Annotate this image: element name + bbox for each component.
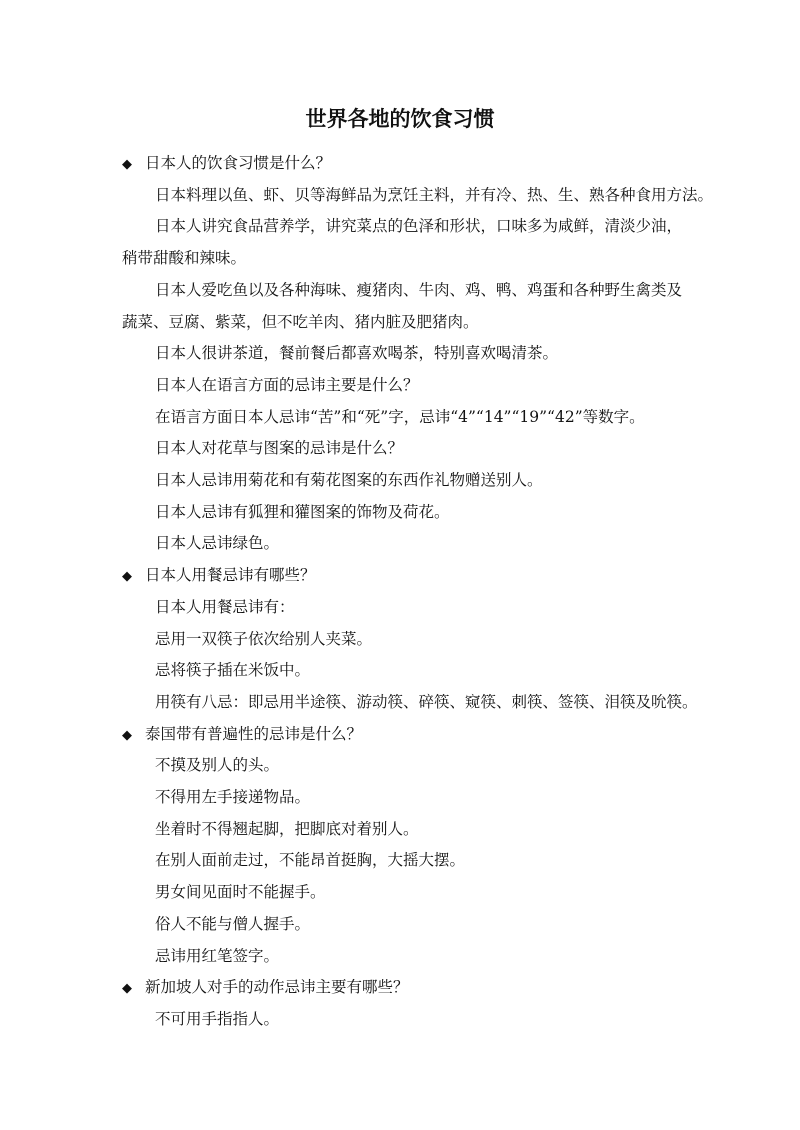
- paragraph-line: 日本人忌讳用菊花和有菊花图案的东西作礼物赠送别人。: [155, 471, 543, 489]
- paragraph-line: 日本人忌讳绿色。: [155, 534, 280, 553]
- paragraph-line: 日本人很讲茶道，餐前餐后都喜欢喝茶，特别喜欢喝清茶。: [155, 344, 559, 363]
- diamond-bullet-icon: ◆: [122, 727, 132, 743]
- paragraph-line: 日本人在语言方面的忌讳主要是什么？: [155, 375, 419, 394]
- paragraph-line: 男女间见面时不能握手。: [155, 883, 326, 902]
- paragraph-line: 在语言方面日本人忌讳“苦”和“死”字，忌讳“4”“14”“19”“42”等数字。: [155, 407, 645, 426]
- page-title: 世界各地的饮食习惯: [305, 107, 495, 131]
- paragraph-line: 日本人用餐忌讳有：: [155, 597, 295, 616]
- question-heading: [122, 723, 362, 747]
- paragraph-line: 忌讳用红笔签字。: [155, 946, 280, 965]
- question-heading: [122, 152, 331, 176]
- question-text: 日本人的饮食习惯是什么？: [145, 154, 332, 172]
- question-text: 新加坡人对手的动作忌讳主要有哪些？: [145, 978, 409, 997]
- diamond-bullet-icon: ◆: [122, 981, 132, 997]
- paragraph-line: 日本人讲究食品营养学，讲究菜点的色泽和形状，口味多为咸鲜，清淡少油，: [155, 217, 683, 236]
- paragraph-line: 日本人爱吃鱼以及各种海味、瘦猪肉、牛肉、鸡、鸭、鸡蛋和各种野生禽类及: [155, 280, 683, 299]
- diamond-bullet-icon: ◆: [122, 569, 132, 585]
- paragraph-line: 忌用一双筷子依次给别人夹菜。: [155, 629, 373, 648]
- paragraph-line: 日本人忌讳有狐狸和獾图案的饰物及荷花。: [155, 502, 450, 521]
- diamond-bullet-icon: ◆: [122, 157, 132, 172]
- paragraph-line: 忌将筷子插在米饭中。: [155, 661, 311, 680]
- paragraph-line: 日本料理以鱼、虾、贝等海鲜品为烹饪主料，并有冷、热、生、熟各种食用方法。: [155, 185, 714, 204]
- question-text: 泰国带有普遍性的忌讳是什么？: [145, 724, 363, 743]
- paragraph-continuation: 蔬菜、豆腐、紫菜，但不吃羊肉、猪内脏及肥猪肉。: [122, 312, 479, 331]
- paragraph-line: 用筷有八忌：即忌用半途筷、游动筷、碎筷、窥筷、刺筷、签筷、泪筷及吮筷。: [155, 692, 698, 711]
- paragraph-line: 不可用手指指人。: [155, 1009, 280, 1028]
- paragraph-line: 坐着时不得翘起脚，把脚底对着别人。: [155, 819, 419, 838]
- question-heading: [122, 976, 409, 1000]
- paragraph-line: 俗人不能与僧人握手。: [155, 914, 311, 933]
- question-text: 日本人用餐忌讳有哪些？: [145, 566, 316, 585]
- paragraph-line: 不摸及别人的头。: [155, 756, 280, 775]
- paragraph-line: 在别人面前走过，不能昂首挺胸，大摇大摆。: [155, 851, 466, 870]
- question-heading: [122, 564, 316, 588]
- paragraph-line: 不得用左手接递物品。: [155, 788, 311, 806]
- paragraph-continuation: 稍带甜酸和辣味。: [122, 249, 247, 268]
- paragraph-line: 日本人对花草与图案的忌讳是什么？: [155, 439, 404, 458]
